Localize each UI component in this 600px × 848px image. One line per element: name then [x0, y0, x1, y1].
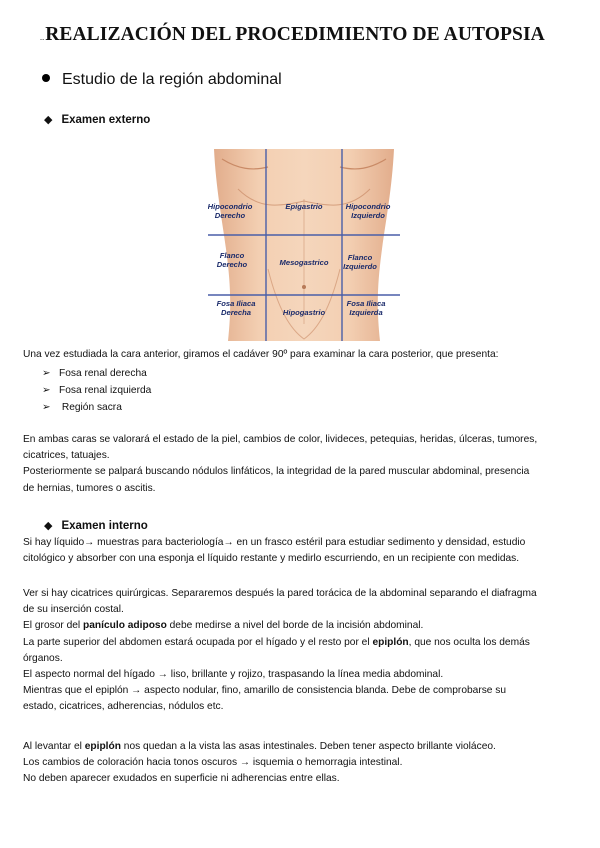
label-fosa-izq-1: Fosa Iliaca [346, 299, 386, 308]
text-line: Mientras que el epiplón → aspecto nodular, fino, amarillo de consistencia blanda. Debe de comprobarse su [23, 685, 507, 697]
label-flanco-izq-1: Flanco [347, 253, 373, 262]
subsection-internal-text: Examen interno [61, 520, 148, 532]
section-heading-text: Estudio de la región abdominal [62, 71, 282, 88]
text-line: estado, cicatrices, adherencias, nódulos etc. [23, 701, 224, 713]
text-line: Ver si hay cicatrices quirúrgicas. Separaremos después la pared torácica de la abdominal separando el diafragma [23, 588, 537, 599]
text-line: No deben aparecer exudados en superficie ni adherencias entre ellas. [23, 773, 340, 785]
list-item [42, 382, 151, 399]
intro-posterior [23, 347, 583, 363]
text-span: El grosor del [23, 620, 84, 632]
arrow-bullet-icon: ➢ [42, 402, 51, 413]
text-line: Si hay líquido→ muestras para bacteriología→ en un frasco estéril para estudiar sedimento y densidad, estudio [23, 537, 526, 548]
text-line: citológico y absorber con una esponja el líquido restante y medirlo escurriendo, en un recipiente con medidas. [23, 553, 520, 565]
label-epigastrio: Epigastrio [285, 202, 323, 211]
label-flanco-izq-2: Izquierdo [343, 262, 377, 271]
title-text: REALIZACIÓN DEL PROCEDIMIENTO DE AUTOPSIA [45, 24, 545, 45]
text-line: En ambas caras se valorará el estado de la piel, cambios de color, livideces, petequias, heridas, úlceras, tumores, [23, 434, 538, 445]
internal-paragraph-2 [23, 586, 583, 716]
bold-term: epiplón [84, 741, 121, 752]
arrow-bullet-icon: ➢ [42, 368, 51, 379]
list-item-text: Fosa renal izquierda [59, 385, 152, 396]
posterior-list [42, 365, 151, 416]
label-flanco-der-1: Flanco [219, 251, 245, 260]
label-hipocondrio-der-2: Derecho [214, 211, 246, 220]
text-line: Posteriormente se palpará buscando nódulos linfáticos, la integridad de la pared muscular abdominal, presencia [23, 466, 530, 478]
list-item [42, 365, 151, 382]
text-line: cicatrices, tatuajes. [23, 450, 110, 462]
text-span: , que nos oculta los demás [408, 636, 530, 648]
text-span: debe medirse a nivel del borde de la incisión abdominal. [166, 620, 424, 632]
external-paragraph [23, 432, 583, 497]
label-hipocondrio-izq-2: Izquierdo [351, 211, 385, 220]
label-fosa-der-2: Derecha [221, 308, 251, 317]
internal-paragraph-3 [23, 739, 583, 788]
bold-term: epiplón [372, 636, 409, 648]
text-line [23, 739, 583, 755]
bullet-dot-icon [42, 74, 50, 82]
intro-posterior-text: Una vez estudiada la cara anterior, giramos el cadáver 90º para examinar la cara posterior, que presenta: [23, 349, 499, 360]
label-hipocondrio-izq-1: Hipocondrio [345, 202, 391, 211]
text-line: Los cambios de coloración hacia tonos oscuros → isquemia o hemorragia intestinal. [23, 757, 403, 769]
text-line [23, 618, 583, 634]
internal-paragraph-1 [23, 535, 583, 567]
label-fosa-der-1: Fosa Iliaca [216, 299, 256, 308]
list-item-text: Región sacra [59, 402, 122, 413]
section-heading [42, 71, 282, 89]
text-line: de hernias, tumores o ascitis. [23, 482, 156, 494]
label-mesogastrico: Mesogastrico [279, 258, 329, 267]
text-line: de su inserción costal. [23, 604, 124, 616]
label-hipocondrio-der-1: Hipocondrio [208, 202, 253, 211]
label-flanco-der-2: Derecho [216, 260, 248, 269]
navel [302, 285, 306, 289]
abdominal-regions-figure [208, 149, 400, 341]
label-hipogastrio: Hipogastrio [282, 308, 326, 317]
title-mark: .. [40, 33, 45, 42]
text-line: órganos. [23, 652, 63, 664]
text-line [23, 635, 583, 651]
document-title [40, 24, 580, 46]
arrow-bullet-icon: ➢ [42, 385, 51, 396]
text-span: La parte superior del abdomen estará ocupada por el hígado y el resto por el [23, 636, 373, 648]
subsection-external-text: Examen externo [61, 114, 151, 126]
subsection-internal [44, 519, 148, 532]
list-item-text: Fosa renal derecha [59, 368, 147, 379]
diamond-bullet-icon: ◆ [44, 114, 53, 126]
text-span: nos quedan a la vista las asas intestinales. Deben tener aspecto brillante violáceo. [120, 741, 496, 752]
list-item [42, 399, 151, 416]
diamond-bullet-icon: ◆ [44, 520, 53, 532]
bold-term: panículo adiposo [83, 620, 167, 632]
text-line: El aspecto normal del hígado → liso, brillante y rojizo, traspasando la línea media abdominal. [23, 669, 444, 681]
label-fosa-izq-2: Izquierda [349, 308, 383, 317]
text-span: Al levantar el [23, 741, 85, 752]
subsection-external [44, 113, 150, 126]
